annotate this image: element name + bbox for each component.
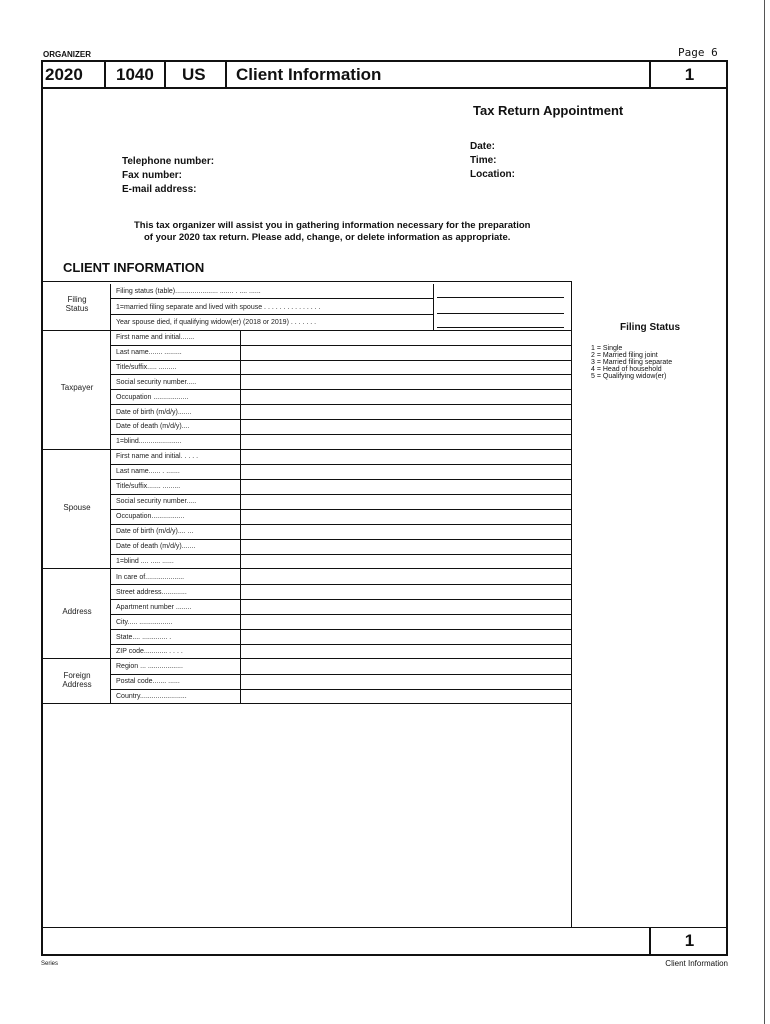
organizer-label: ORGANIZER — [43, 50, 91, 59]
appointment-time-label: Time: — [470, 155, 497, 166]
spouse-row-ssn: Social security number..... — [116, 498, 197, 505]
taxpayer-bottom — [41, 449, 572, 450]
taxpayer-row-dod: Date of death (m/d/y).... — [116, 423, 190, 430]
spouse-field-line[interactable] — [110, 524, 572, 525]
spouse-field-line[interactable] — [110, 464, 572, 465]
foreign-row-postal-code: Postal code....... ...... — [116, 678, 180, 685]
foreign-field-line[interactable] — [110, 689, 572, 690]
address-field-line[interactable] — [110, 614, 572, 615]
taxpayer-field-line[interactable] — [110, 434, 572, 435]
page-label: Page 6 — [678, 46, 718, 59]
header-year: 2020 — [45, 65, 83, 84]
address-row-zip: ZIP code............ . . . . — [116, 648, 183, 655]
filing-status-table-title: Filing Status — [620, 322, 680, 333]
telephone-label: Telephone number: — [122, 156, 215, 167]
footer-left-text: Series — [41, 961, 59, 967]
spouse-row-occupation: Occupation................. — [116, 513, 185, 520]
foreign-row-country: Country........................ — [116, 693, 187, 700]
taxpayer-divider-v — [110, 331, 111, 450]
filing-status-sep-1 — [110, 298, 434, 299]
taxpayer-label: Taxpayer — [60, 383, 94, 392]
appointment-title: Tax Return Appointment — [473, 103, 624, 118]
address-row-state: State.... ............. . — [116, 634, 172, 641]
spouse-bottom — [41, 568, 572, 569]
foreign-divider-v — [110, 659, 111, 703]
header-sep-1 — [104, 60, 106, 88]
spouse-row-last-name: Last name...... . ....... — [116, 468, 180, 475]
section-title: CLIENT INFORMATION — [63, 260, 205, 275]
email-label: E-mail address: — [122, 184, 197, 195]
taxpayer-row-title-suffix: Title/suffix..... ......... — [116, 364, 177, 371]
fax-label: Fax number: — [122, 170, 183, 181]
taxpayer-row-blind: 1=blind...................... — [116, 438, 182, 445]
spouse-label: Spouse — [63, 503, 91, 512]
spouse-field-line[interactable] — [110, 494, 572, 495]
header-form: 1040 — [116, 65, 154, 84]
header-page-number: 1 — [684, 65, 695, 84]
address-field-line[interactable] — [110, 599, 572, 600]
foreign-field-line[interactable] — [110, 674, 572, 675]
header-sep-3 — [225, 60, 227, 88]
filing-status-row-2: 1=married filing separate and lived with spouse . . . . . . . . . . . . . . . — [116, 304, 321, 311]
filing-status-option: 4 = Head of household — [591, 366, 662, 373]
filing-status-row-1: Filing status (table)...................... ....... . .... ...... — [116, 288, 261, 295]
foreign-address-label-2: Address — [62, 680, 92, 689]
filing-status-label-2: Status — [65, 304, 89, 313]
filing-status-option: 2 = Married filing joint — [591, 352, 658, 359]
address-row-street: Street address............. — [116, 589, 187, 596]
taxpayer-field-line[interactable] — [110, 345, 572, 346]
footer-divider — [41, 927, 728, 928]
foreign-row-region: Region ... .................. — [116, 663, 183, 670]
taxpayer-row-last-name: Last name....... ......... — [116, 349, 182, 356]
taxpayer-field-line[interactable] — [110, 404, 572, 405]
intro-line-1: This tax organizer will assist you in gathering information necessary for the preparation — [134, 220, 531, 231]
filing-status-answer-3 — [437, 327, 564, 328]
right-column-divider — [571, 281, 572, 927]
page-title: Client Information — [236, 65, 382, 84]
filing-status-sep-2 — [110, 314, 434, 315]
header-country: US — [182, 65, 206, 84]
taxpayer-field-line[interactable] — [110, 374, 572, 375]
taxpayer-value-col — [240, 331, 241, 450]
address-field-line[interactable] — [110, 584, 572, 585]
taxpayer-row-dob: Date of birth (m/d/y)....... — [116, 409, 192, 416]
filing-status-answer-1 — [437, 297, 564, 298]
scan-edge-line — [764, 0, 765, 1024]
filing-status-bottom — [41, 330, 572, 331]
appointment-date-label: Date: — [470, 141, 496, 152]
filing-status-label-1: Filing — [67, 295, 87, 304]
address-row-city: City..... ................. — [116, 619, 173, 626]
foreign-bottom — [41, 703, 572, 704]
address-label: Address — [62, 607, 92, 616]
address-row-apartment: Apartment number ........ — [116, 604, 192, 611]
taxpayer-field-line[interactable] — [110, 389, 572, 390]
spouse-row-first-name: First name and initial. . . . . — [116, 453, 199, 460]
spouse-row-title-suffix: Title/suffix....... ......... — [116, 483, 181, 490]
taxpayer-field-line[interactable] — [110, 419, 572, 420]
footer-page-number: 1 — [684, 931, 695, 950]
taxpayer-row-ssn: Social security number..... — [116, 379, 197, 386]
filing-status-row-3: Year spouse died, if qualifying widow(er) (2018 or 2019) . . . . . . . — [116, 319, 317, 326]
address-bottom — [41, 658, 572, 659]
filing-status-box-right — [433, 284, 434, 330]
taxpayer-row-occupation: Occupation .................. — [116, 394, 189, 401]
spouse-field-line[interactable] — [110, 539, 572, 540]
appointment-location-label: Location: — [470, 169, 515, 180]
spouse-row-dod: Date of death (m/d/y)....... — [116, 543, 196, 550]
section-divider — [41, 281, 572, 282]
filing-status-answer-2 — [437, 313, 564, 314]
spouse-row-blind: 1=blind .... ..... ...... — [116, 558, 174, 565]
filing-status-option: 5 = Qualifying widow(er) — [591, 373, 667, 380]
spouse-field-line[interactable] — [110, 479, 572, 480]
foreign-value-col — [240, 659, 241, 703]
spouse-field-line[interactable] — [110, 554, 572, 555]
address-field-line[interactable] — [110, 644, 572, 645]
intro-line-2: of your 2020 tax return. Please add, change, or delete information as appropriate. — [144, 232, 511, 243]
header-sep-2 — [164, 60, 166, 88]
taxpayer-row-first-name: First name and initial....... — [116, 334, 195, 341]
filing-status-option: 3 = Married filing separate — [591, 359, 673, 366]
spouse-row-dob: Date of birth (m/d/y).... ... — [116, 528, 194, 535]
header-divider — [41, 87, 728, 89]
footer-right-text: Client Information — [665, 959, 728, 968]
spouse-field-line[interactable] — [110, 509, 572, 510]
address-field-line[interactable] — [110, 629, 572, 630]
filing-status-option: 1 = Single — [591, 345, 623, 352]
filing-status-divider-v — [110, 284, 111, 330]
foreign-address-label-1: Foreign — [63, 671, 91, 680]
address-row-in-care-of: In care of.................... — [116, 574, 185, 581]
taxpayer-field-line[interactable] — [110, 360, 572, 361]
